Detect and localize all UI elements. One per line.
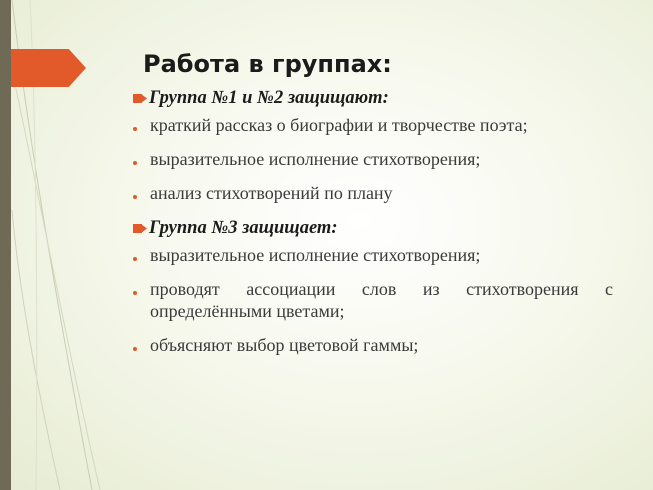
list-item-text: выразительное исполнение стихотворения;: [150, 149, 481, 169]
arrow-bullet-icon: [133, 94, 147, 103]
slide-content: [133, 86, 613, 368]
list-item-text-line-1: проводят ассоциации слов из стихотворения с: [150, 279, 613, 299]
list-item-text: краткий рассказ о биографии и творчестве поэта;: [150, 115, 528, 135]
bullet-dot-icon: [133, 195, 137, 199]
slide-title: Работа в группах:: [143, 50, 392, 78]
bullet-dot-icon: [133, 347, 137, 351]
group-heading-3: [133, 216, 613, 244]
list-item: [133, 334, 613, 356]
bullet-dot-icon: [133, 291, 137, 295]
group-heading-text: Группа №3 защищает:: [149, 218, 338, 238]
group-heading-text: Группа №1 и №2 защищают:: [149, 88, 389, 108]
list-item: [133, 114, 613, 136]
list-item-text-line-2: определёнными цветами;: [150, 301, 345, 321]
list-item: [133, 148, 613, 170]
group-heading-1-2: [133, 86, 613, 114]
list-item-text: объясняют выбор цветовой гаммы;: [150, 335, 419, 355]
list-item: [133, 182, 613, 204]
list-item-text: анализ стихотворений по плану: [150, 183, 393, 203]
list-item: [133, 278, 613, 322]
bullet-dot-icon: [133, 161, 137, 165]
list-item-text: выразительное исполнение стихотворения;: [150, 245, 481, 265]
arrow-bullet-icon: [133, 224, 147, 233]
list-item: [133, 244, 613, 266]
bullet-dot-icon: [133, 127, 137, 131]
bullet-dot-icon: [133, 257, 137, 261]
